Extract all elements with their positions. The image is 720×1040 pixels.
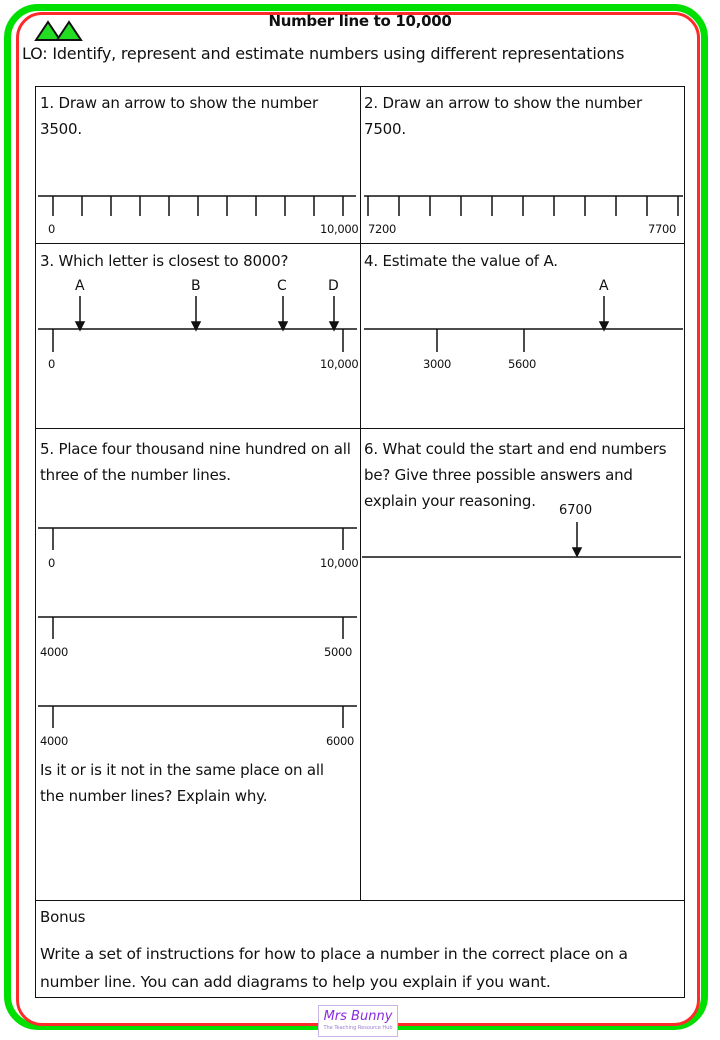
question-3-text: 3. Which letter is closest to 8000? <box>40 252 289 270</box>
q6-arrow <box>573 522 581 556</box>
question-6-text: 6. What could the start and end numbers be? Give three possible answers and explain your reasoning. <box>364 440 667 510</box>
q4-tick-label-5600: 5600 <box>508 357 537 371</box>
q3-letter-c: C <box>277 278 287 294</box>
question-5-followup: Is it or is it not in the same place on all the number lines? Explain why. <box>40 761 324 805</box>
q3-letter-d: D <box>328 278 339 294</box>
q2-start-label: 7200 <box>368 222 397 236</box>
footer-logo-text: Mrs Bunny <box>323 1009 393 1024</box>
q1-start-label: 0 <box>48 222 56 236</box>
q3-end-label: 10,000 <box>320 357 359 371</box>
q4-tick-label-3000: 3000 <box>423 357 452 371</box>
q3-letter-a: A <box>75 278 85 294</box>
bonus-text: Write a set of instructions for how to place a number in the correct place on a number line. You can add diagrams to help you explain if you want. <box>40 945 628 991</box>
q5-line-2-end: 5000 <box>324 645 353 659</box>
q3-letter-b: B <box>191 278 201 294</box>
learning-objective: LO: Identify, represent and estimate numbers using different representations <box>22 44 625 63</box>
page-title: Number line to 10,000 <box>268 12 452 30</box>
q3-start-label: 0 <box>48 357 56 371</box>
q5-line-1-start: 0 <box>48 556 56 570</box>
question-4-text: 4. Estimate the value of A. <box>364 252 558 270</box>
q1-end-label: 10,000 <box>320 222 359 236</box>
q6-arrow-label: 6700 <box>559 503 593 518</box>
q5-line-3-start: 4000 <box>40 734 69 748</box>
q5-line-1-end: 10,000 <box>320 556 359 570</box>
q5-line-3-end: 6000 <box>326 734 355 748</box>
question-5-text: 5. Place four thousand nine hundred on all three of the number lines. <box>40 440 351 484</box>
question-2-text: 2. Draw an arrow to show the number 7500. <box>364 94 642 138</box>
q5-line-2-start: 4000 <box>40 645 69 659</box>
q2-end-label: 7700 <box>648 222 677 236</box>
question-1-text: 1. Draw an arrow to show the number 3500. <box>40 94 318 138</box>
footer-logo-subtext: The Teaching Resource Hub <box>323 1025 393 1031</box>
q4-letter-a: A <box>599 278 609 294</box>
bonus-heading: Bonus <box>40 908 86 926</box>
footer-logo <box>318 1005 398 1037</box>
